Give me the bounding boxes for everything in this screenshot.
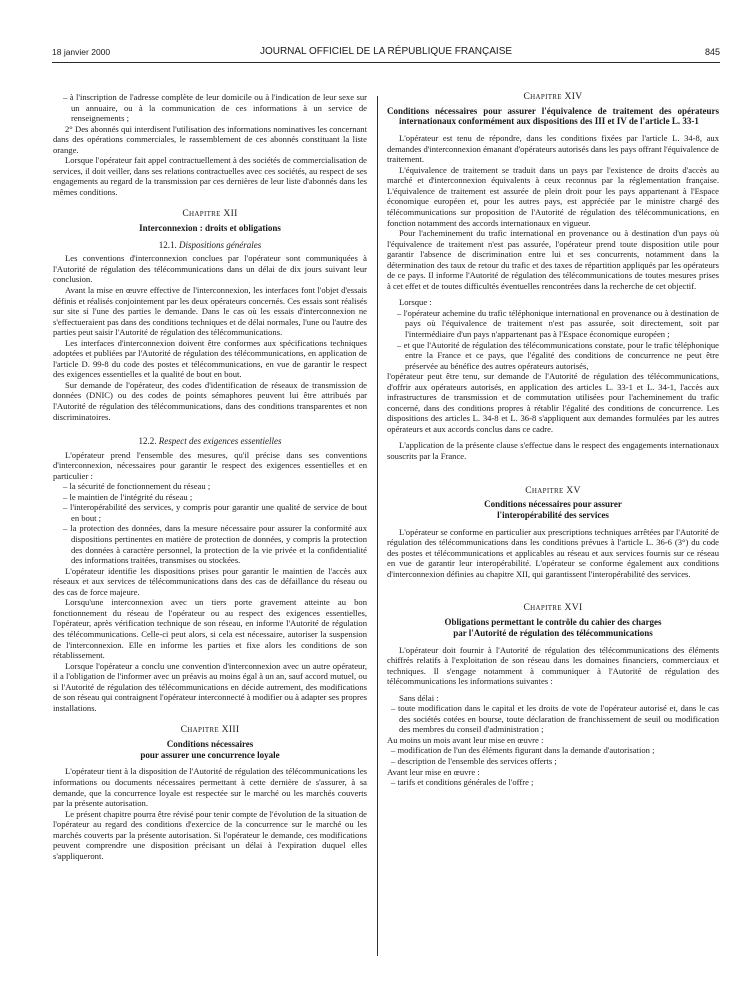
chapter-heading: Chapitre XII <box>182 208 238 220</box>
chapter-title-line: Obligations permettant le contrôle du cahier des charges <box>444 616 662 627</box>
chapter-title <box>387 617 719 639</box>
chapter-title: Conditions nécessaires pour assurer l'équivalence de traitement des opérateurs internationaux conformément aux dispositions des III et IV de l'article L. 33-1 <box>387 105 719 127</box>
paragraph: Lorsque l'opérateur fait appel contractuellement à des sociétés de commercialisation de services, il doit veiller, dans ses relations contractuelles avec ces sociétés, au respect de ses engagements au regard de la transmission par ces dernières de leur liste d'abonnés dans les mêmes conditions. <box>53 155 367 197</box>
paragraph: L'opérateur se conforme en particulier aux prescriptions techniques arrêtées par l'Autorité de régulation des télécommunications dans les conditions prévues à l'article L. 36-6 (3°) du code des postes et télécommunications et applicables au réseau et aux services fournis sur ce réseau en vue de garantir leur interopérabilité. L'opérateur se conforme également aux conditions d'interconnexion définies au chapitre XII, qui garantissent l'interopérabilité des services. <box>387 526 719 579</box>
chapter-title <box>387 499 719 521</box>
page-number: 845 <box>704 47 720 57</box>
chapter-title-line: Conditions nécessaires pour assurer <box>484 499 622 510</box>
chapter-title-line: l'interopérabilité des services <box>497 509 609 520</box>
paragraph: L'opérateur identifie les dispositions prises pour garantir le maintien de l'accès aux réseaux et aux services de télécommunications dans des cas de défaillance du réseau ou des cas de force majeure. <box>53 565 367 597</box>
paragraph: Avant la mise en œuvre effective de l'interconnexion, les interfaces font l'objet d'essais définis et réalisés conjointement par les deux opérateurs concernés. Ces essais sont réalisés sur site si l'une des parties le demande. Dans le cas où les essais d'interconnexion ne s'effectueraient pas dans des conditions techniques et de délai normales, l'une ou l'autre des parties peut saisir l'Autorité de régulation des télécommunications. <box>53 285 367 338</box>
paragraph: 2° Des abonnés qui interdisent l'utilisation des informations nominatives les concernant dans des opérations commerciales, le rassemblement de ces abonnés constituant la liste orange. <box>53 123 367 155</box>
chapter-heading: Chapitre XV <box>525 484 581 496</box>
chapter-title: Interconnexion : droits et obligations <box>139 223 281 234</box>
page-header <box>52 45 720 61</box>
paragraph: Les interfaces d'interconnexion doivent être conformes aux spécifications techniques adoptées et publiées par l'Autorité de régulation des télécommunications, en application de l'article D. 99-8 du code des postes et télécommunications, en vue de garantir le respect des exigences essentielles et la qualité de bout en bout. <box>53 337 367 380</box>
list-item: – description de l'ensemble des services offerts ; <box>391 756 557 767</box>
chapter-heading: Chapitre XVI <box>523 602 583 614</box>
list-item: – la protection des données, dans la mesure nécessaire pour assurer la conformité aux dispositions pertinentes en matière de protection de données, y compris la protection des données à caractère personnel, la protection de la vie privée et la confidentialité des informations traitées, transmises ou stockées. <box>63 523 367 566</box>
chapter-title <box>53 739 367 761</box>
list-item: – l'interopérabilité des services, y compris pour garantir une qualité de service de bout en bout ; <box>63 502 367 523</box>
section-title: Respect des exigences essentielles <box>158 436 282 447</box>
chapter-title-line: pour assurer une concurrence loyale <box>140 749 280 760</box>
list-item: – à l'inscription de l'adresse complète de leur domicile ou à l'indication de leur sexe sur un annuaire, ou à la communication de ces informations à un service de renseignements ; <box>63 92 367 124</box>
section-title: Dispositions générales <box>179 239 262 250</box>
paragraph: Les conventions d'interconnexion conclues par l'opérateur sont communiquées à l'Autorité de régulation des télécommunications dans un délai de dix jours suivant leur conclusion. <box>53 253 367 285</box>
paragraph: L'application de la présente clause s'effectue dans le respect des engagements internationaux souscrits par la France. <box>387 440 719 461</box>
section-number: 12.2. <box>138 436 157 447</box>
paragraph: L'opérateur doit fournir à l'Autorité de régulation des télécommunications des éléments chiffrés relatifs à l'exploitation de son réseau dans les domaines financiers, commerciaux et techniques. Il s'engage notamment à communiquer à l'Autorité de régulation des télécommunications les informations suivantes : <box>387 644 719 687</box>
list-item: – le maintien de l'intégrité du réseau ; <box>63 491 193 502</box>
chapter-title-line: Conditions nécessaires <box>166 738 254 749</box>
paragraph: Le présent chapitre pourra être révisé pour tenir compte de l'évolution de la situation de l'opérateur au regard des conditions d'exercice de la concurrence sur le marché ou les marchés couverts par la présente autorisation. Si l'opérateur le demande, ces modifications peuvent comprendre une disposition précisant un délai à l'expiration duquel elles s'appliqueront. <box>53 808 367 861</box>
paragraph: l'opérateur peut être tenu, sur demande de l'Autorité de régulation des télécommunications, d'offrir aux opérateurs autorisés, en application des articles L. 33-1 et L. 34-1, l'accès aux infrastructures de transmission et de commutation utilisées pour l'acheminement du trafic concerné, dans des conditions propres à rétablir l'égalité des conditions de concurrence. Les dispositions des articles L. 34-8 et L. 36-8 s'appliquent aux demandes formulées par les autres opérateurs et aux accords conclus dans ce cadre. <box>387 371 719 434</box>
paragraph: Sans délai : <box>399 692 439 703</box>
publication-date: 18 janvier 2000 <box>52 47 111 57</box>
paragraph: L'opérateur tient à la disposition de l'Autorité de régulation des télécommunications les informations ou documents nécessaires permettant à cette dernière de s'assurer, à sa demande, que la concurrence loyale est respectée sur le marché ou les marchés couverts par la présente autorisation. <box>53 766 367 809</box>
left-column <box>53 92 367 861</box>
paragraph: L'équivalence de traitement se traduit dans un pays par l'existence de droits d'accès au marché et d'interconnexion équivalents à ceux reconnus par la réglementation française. L'équivalence de traitement est assurée de plein droit pour les pays appartenant à l'Espace économique européen et, pour les autres pays, est appréciée par le ministre chargé des télécommunications sur proposition de l'Autorité de régulation des télécommunications, en fonction notamment des accords internationaux en vigueur. <box>387 164 719 228</box>
column-divider <box>377 96 378 956</box>
paragraph: Lorsqu'une interconnexion avec un tiers porte gravement atteinte au bon fonctionnement du réseau de l'opérateur ou au respect des exigences essentielles, l'opérateur, après vérification technique de son réseau, en informe l'Autorité de régulation des télécommunications. Celle-ci peut alors, si cela est nécessaire, autoriser la suspension de l'interconnexion. Elle en informe les parties et fixe alors les conditions de son rétablissement. <box>53 597 367 661</box>
section-heading <box>53 240 367 251</box>
paragraph: Au moins un mois avant leur mise en œuvre : <box>387 734 544 745</box>
list-item: – et que l'Autorité de régulation des télécommunications constate, pour le trafic téléphonique entre la France et ce pays, que l'égalité des conditions de concurrence ne peut être préservée au bénéfice des autres opérateurs autorisés, <box>397 339 719 371</box>
section-number: 12.1. <box>158 239 177 250</box>
journal-title: JOURNAL OFFICIEL DE LA RÉPUBLIQUE FRANÇAISE <box>259 46 513 57</box>
paragraph: Lorsque l'opérateur a conclu une convention d'interconnexion avec un autre opérateur, il a l'obligation de l'informer avec un préavis au moins égal à un an, sauf accord mutuel, ou si l'Autorité de régulation des télécommunications en décide autrement, des modifications de son réseau qui contraignent l'opérateur interconnecté à modifier ou à adapter ses propres installations. <box>53 660 367 713</box>
paragraph: L'opérateur prend l'ensemble des mesures, qu'il précise dans ses conventions d'interconnexion, nécessaires pour garantir le respect des exigences essentielles et en particulier : <box>53 449 367 481</box>
list-item: – l'opérateur achemine du trafic téléphonique international en provenance ou à destination de pays où l'équivalence de traitement n'est pas assurée, soit directement, soit par l'intermédiaire d'un pays n'appartenant pas à l'Espace économique européen ; <box>397 307 719 339</box>
paragraph: Avant leur mise en œuvre : <box>387 766 480 777</box>
list-item: – la sécurité de fonctionnement du réseau ; <box>63 481 211 492</box>
right-column <box>387 92 719 788</box>
paragraph: L'opérateur est tenu de répondre, dans les conditions fixées par l'article L. 34-8, aux demandes d'interconnexion émanant d'opérateurs autorisés dans les pays offrant l'équivalence de traitement. <box>387 133 719 165</box>
chapter-title-line: par l'Autorité de régulation des télécommunications <box>453 627 653 638</box>
paragraph: Sur demande de l'opérateur, des codes d'identification de réseaux de transmission de données (DNIC) ou des codes de points sémaphores peuvent lui être attribués par l'Autorité de régulation des télécommunications, dans des conditions transparentes et non discriminatoires. <box>53 379 367 422</box>
chapter-heading: Chapitre XIV <box>523 91 583 102</box>
chapter-heading: Chapitre XIII <box>180 724 240 736</box>
list-item: – tarifs et conditions générales de l'offre ; <box>391 777 534 788</box>
paragraph: Pour l'acheminement du trafic international en provenance ou à destination d'un pays où l'équivalence de traitement n'est pas assurée, l'opérateur prend toute disposition utile pour garantir l'absence de discrimination entre lui et ses concurrents, notamment dans la détermination des taux de retour du trafic et des taxes de répartition appliqués par les opérateurs de ce pays. Il informe l'Autorité de régulation des télécommunications de toutes mesures prises à cet effet et de toutes difficultés éventuelles rencontrées dans la recherche de cet objectif. <box>387 228 719 291</box>
header-rule <box>52 62 720 63</box>
list-item: – toute modification dans le capital et les droits de vote de l'opérateur autorisé et, dans le cas des sociétés cotées en bourse, toute déclaration de franchissement de seuil ou modification des membres du conseil d'administration ; <box>391 703 719 735</box>
paragraph: Lorsque : <box>399 297 432 308</box>
list-item: – modification de l'un des éléments figurant dans la demande d'autorisation ; <box>391 745 655 756</box>
section-heading <box>53 436 367 447</box>
